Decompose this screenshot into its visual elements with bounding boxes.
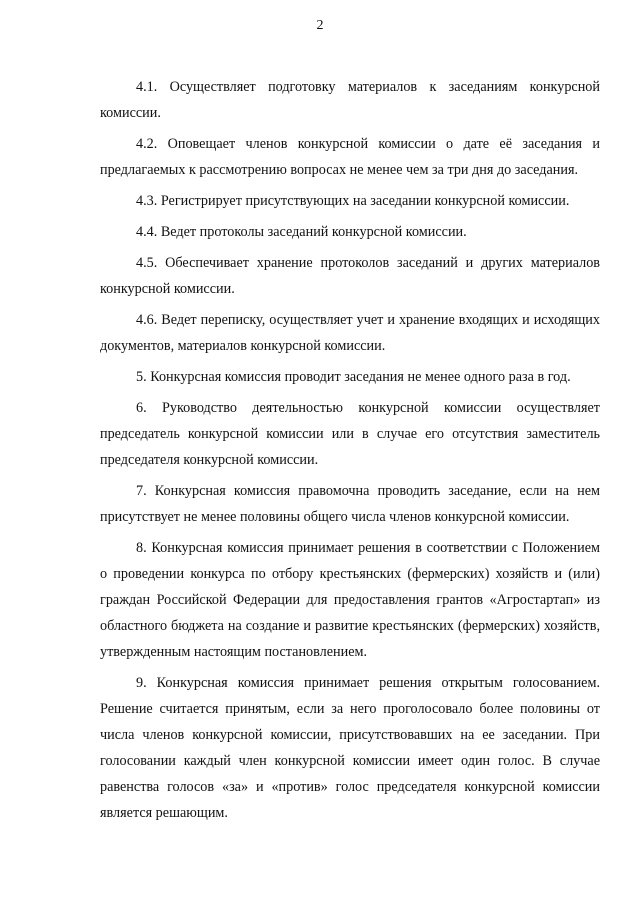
paragraph-4-4: 4.4. Ведет протоколы заседаний конкурсной комиссии. — [136, 224, 467, 240]
paragraph-5: 5. Конкурсная комиссия проводит заседания не менее одного раза в год. — [136, 369, 571, 385]
document-body — [100, 74, 600, 826]
paragraph-4-2: 4.2. Оповещает членов конкурсной комиссии о дате её заседания и предлагаемых к рассмотрению вопросах не менее чем за три дня до заседания. — [100, 136, 600, 178]
paragraph-4-6: 4.6. Ведет переписку, осуществляет учет и хранение входящих и исходящих документов, материалов конкурсной комиссии. — [100, 312, 600, 354]
paragraph-7: 7. Конкурсная комиссия правомочна проводить заседание, если на нем присутствует не менее половины общего числа членов конкурсной комиссии. — [100, 483, 600, 525]
page-number: 2 — [316, 18, 324, 33]
paragraph-4-3: 4.3. Регистрирует присутствующих на заседании конкурсной комиссии. — [136, 193, 570, 209]
paragraph-8: 8. Конкурсная комиссия принимает решения в соответствии с Положением о проведении конкурса по отбору крестьянских (фермерских) хозяйств и (или) граждан Российской Федерации для предоставления грантов «Агростартап» из областного бюджета на создание и развитие крестьянских (фермерских) хозяйств, утвержденным настоящим постановлением. — [100, 540, 600, 660]
paragraph-6: 6. Руководство деятельностью конкурсной комиссии осуществляет председатель конкурсной комиссии или в случае его отсутствия заместитель председателя конкурсной комиссии. — [100, 400, 600, 468]
paragraph-4-5: 4.5. Обеспечивает хранение протоколов заседаний и других материалов конкурсной комиссии. — [100, 255, 600, 297]
paragraph-4-1: 4.1. Осуществляет подготовку материалов к заседаниям конкурсной комиссии. — [100, 79, 600, 121]
paragraph-9: 9. Конкурсная комиссия принимает решения открытым голосованием. Решение считается принятым, если за него проголосовало более половины от числа членов конкурсной комиссии, присутствовавших на ее заседании. При голосовании каждый член конкурсной комиссии имеет один голос. В случае равенства голосов «за» и «против» голос председателя конкурсной комиссии является решающим. — [100, 675, 600, 821]
